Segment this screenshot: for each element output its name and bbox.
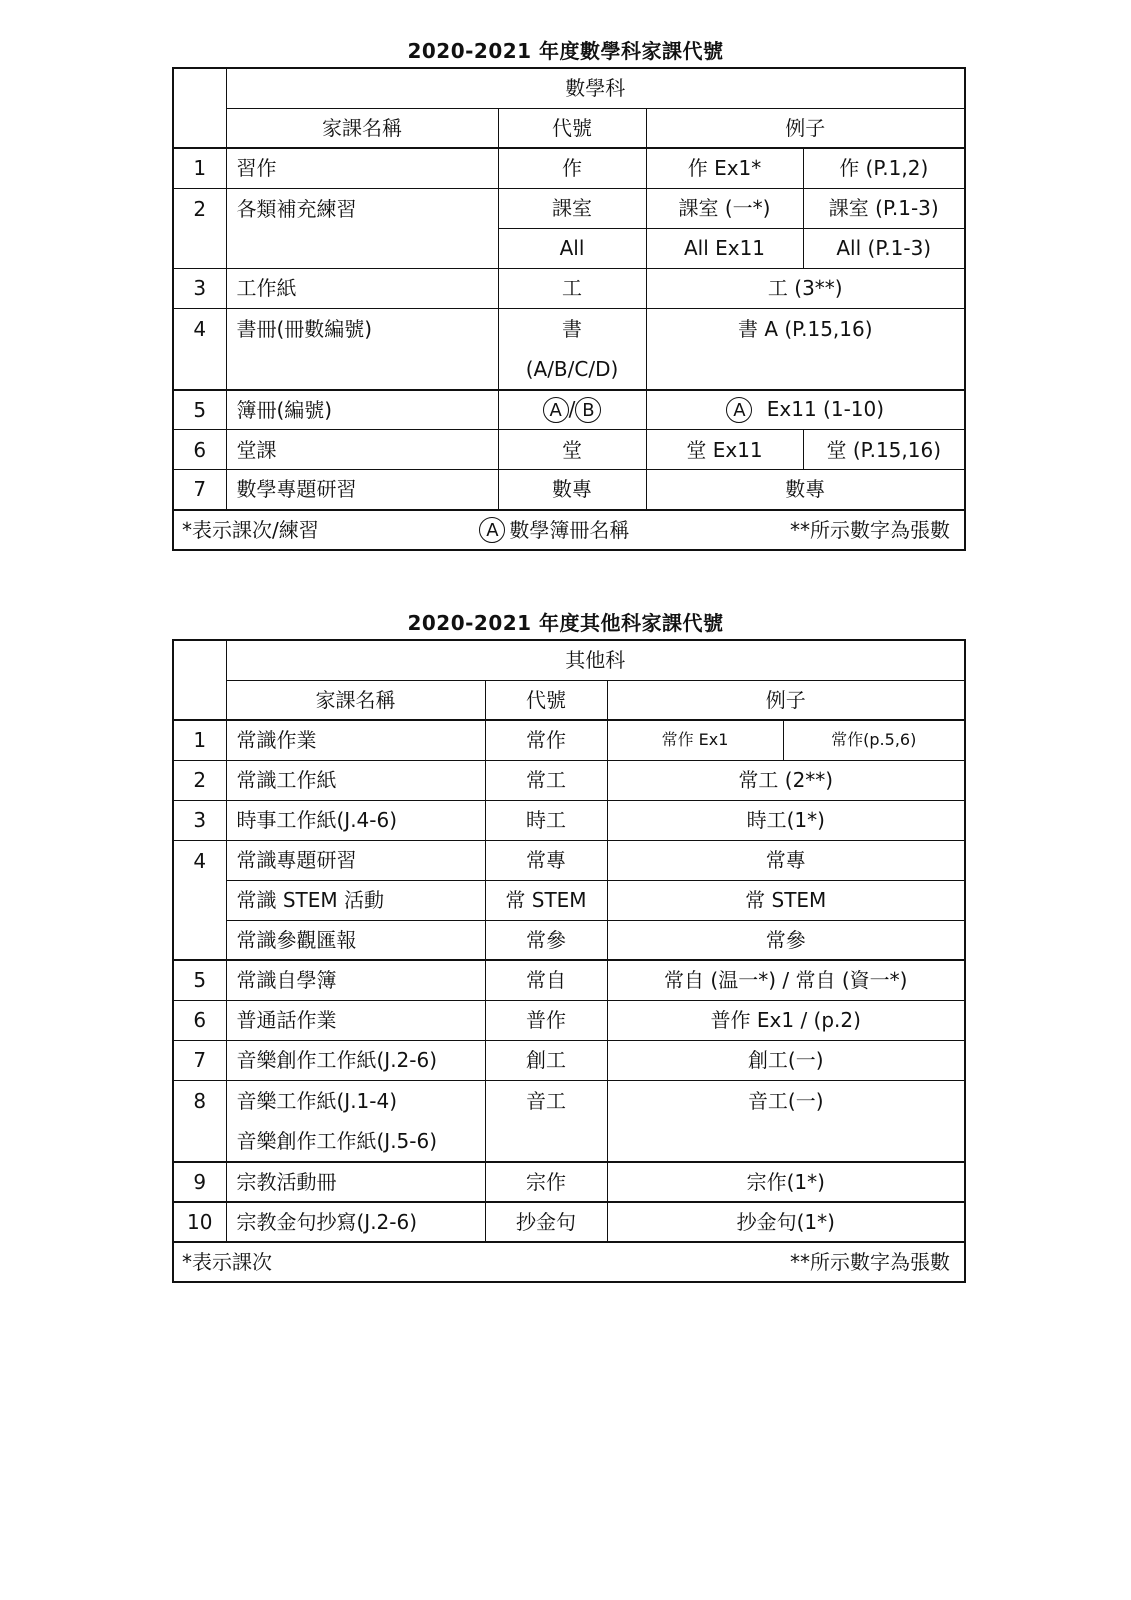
homework-name: 數學專題研習 — [226, 470, 498, 510]
row-number: 2 — [173, 760, 226, 800]
homework-name: 常識工作紙 — [226, 760, 485, 800]
row-number: 4 — [173, 308, 226, 390]
homework-code — [498, 308, 646, 390]
footnote-row — [173, 510, 965, 550]
table-row — [173, 720, 965, 760]
row-number: 7 — [173, 470, 226, 510]
homework-code: 普作 — [485, 1000, 607, 1040]
circle-b-icon: B — [575, 397, 601, 423]
footnote-mid: 數學簿冊名稱 — [509, 517, 630, 542]
homework-code: 音工 — [485, 1080, 607, 1162]
example: 工 (3**) — [646, 268, 965, 308]
code-line-2: (A/B/C/D) — [525, 356, 619, 381]
homework-code: 常 STEM — [485, 880, 607, 920]
example: 時工(1*) — [607, 800, 965, 840]
example: 抄金句(1*) — [607, 1202, 965, 1242]
example-text: Ex11 (1-10) — [766, 396, 885, 421]
homework-code: 數專 — [498, 470, 646, 510]
example-2: 常作(p.5,6) — [783, 720, 965, 760]
example-1: 作 Ex1* — [646, 148, 803, 188]
homework-name: 書冊(冊數編號) — [226, 308, 498, 390]
homework-code: 創工 — [485, 1040, 607, 1080]
homework-code: 作 — [498, 148, 646, 188]
homework-code: 常自 — [485, 960, 607, 1000]
circle-a-icon: A — [479, 517, 505, 543]
table-row — [173, 960, 965, 1000]
homework-code: All — [498, 228, 646, 268]
table-row — [173, 1202, 965, 1242]
row-number: 6 — [173, 430, 226, 470]
footnote-left: *表示課次 — [182, 1249, 272, 1274]
row-number: 2 — [173, 188, 226, 268]
homework-name: 各類補充練習 — [226, 188, 498, 268]
header-code: 代號 — [498, 108, 646, 148]
circle-a-icon: A — [543, 397, 569, 423]
table-row — [173, 880, 965, 920]
name-line-1: 音樂工作紙(J.1-4) — [236, 1088, 398, 1113]
homework-code: 常專 — [485, 840, 607, 880]
example — [646, 390, 965, 430]
homework-name: 堂課 — [226, 430, 498, 470]
example-2: 課室 (P.1-3) — [803, 188, 965, 228]
example: 普作 Ex1 / (p.2) — [607, 1000, 965, 1040]
name-line-2: 音樂創作工作紙(J.5-6) — [236, 1128, 438, 1153]
row-number: 10 — [173, 1202, 226, 1242]
example: 書 A (P.15,16) — [646, 308, 965, 390]
table-row — [173, 148, 965, 188]
other-table-title: 2020-2021 年度其他科家課代號 — [407, 611, 724, 635]
example: 常工 (2**) — [607, 760, 965, 800]
table-row — [173, 920, 965, 960]
homework-name: 宗教金句抄寫(J.2-6) — [226, 1202, 485, 1242]
example: 常參 — [607, 920, 965, 960]
example: 音工(一) — [607, 1080, 965, 1162]
code-line-1: 書 — [562, 316, 582, 341]
table-row — [173, 1162, 965, 1202]
table-row — [173, 430, 965, 470]
homework-name: 音樂創作工作紙(J.2-6) — [226, 1040, 485, 1080]
example: 數專 — [646, 470, 965, 510]
header-code: 代號 — [485, 680, 607, 720]
row-number: 1 — [173, 148, 226, 188]
example: 常專 — [607, 840, 965, 880]
homework-name: 常識 STEM 活動 — [226, 880, 485, 920]
row-number: 7 — [173, 1040, 226, 1080]
homework-code: 工 — [498, 268, 646, 308]
table-row — [173, 308, 965, 390]
homework-name — [226, 1080, 485, 1162]
homework-name: 常識參觀匯報 — [226, 920, 485, 960]
example: 創工(一) — [607, 1040, 965, 1080]
example-2: 堂 (P.15,16) — [803, 430, 965, 470]
homework-name: 常識自學簿 — [226, 960, 485, 1000]
table-row — [173, 268, 965, 308]
header-name: 家課名稱 — [226, 108, 498, 148]
row-number: 8 — [173, 1080, 226, 1162]
table-row — [173, 800, 965, 840]
homework-name: 簿冊(編號) — [226, 390, 498, 430]
math-table-title: 2020-2021 年度數學科家課代號 — [407, 39, 724, 63]
row-number: 9 — [173, 1162, 226, 1202]
header-example: 例子 — [607, 680, 965, 720]
circle-a-icon: A — [726, 397, 752, 423]
slash: / — [568, 396, 576, 421]
homework-code: 宗作 — [485, 1162, 607, 1202]
footnote-row — [173, 1242, 965, 1282]
example-1: All Ex11 — [646, 228, 803, 268]
example-2: All (P.1-3) — [803, 228, 965, 268]
table-row — [173, 1080, 965, 1162]
footnote — [173, 1242, 965, 1282]
homework-name: 宗教活動冊 — [226, 1162, 485, 1202]
homework-name: 時事工作紙(J.4-6) — [226, 800, 485, 840]
header-example: 例子 — [646, 108, 965, 148]
homework-code — [498, 390, 646, 430]
row-number: 3 — [173, 800, 226, 840]
other-homework-table — [172, 639, 966, 1283]
homework-name: 習作 — [226, 148, 498, 188]
footnote-right: **所示數字為張數 — [790, 517, 950, 542]
row-number: 4 — [173, 840, 226, 960]
example-1: 堂 Ex11 — [646, 430, 803, 470]
subject-header: 其他科 — [226, 640, 965, 680]
row-number: 5 — [173, 960, 226, 1000]
homework-name: 常識作業 — [226, 720, 485, 760]
homework-code: 常作 — [485, 720, 607, 760]
table-row — [173, 390, 965, 430]
math-homework-table — [172, 67, 966, 551]
example-1: 常作 Ex1 — [607, 720, 783, 760]
table-row — [173, 1040, 965, 1080]
table-row — [173, 1000, 965, 1040]
homework-code: 課室 — [498, 188, 646, 228]
homework-code: 常工 — [485, 760, 607, 800]
homework-code: 常參 — [485, 920, 607, 960]
header-name: 家課名稱 — [226, 680, 485, 720]
homework-code: 堂 — [498, 430, 646, 470]
example: 宗作(1*) — [607, 1162, 965, 1202]
example-1: 課室 (一*) — [646, 188, 803, 228]
example: 常 STEM — [607, 880, 965, 920]
corner-cell — [173, 68, 226, 148]
table-row — [173, 760, 965, 800]
row-number: 3 — [173, 268, 226, 308]
footnote-left: *表示課次/練習 — [182, 517, 319, 542]
row-number: 1 — [173, 720, 226, 760]
homework-code: 時工 — [485, 800, 607, 840]
example: 常自 (温一*) / 常自 (資一*) — [607, 960, 965, 1000]
homework-name: 常識專題研習 — [226, 840, 485, 880]
table-row — [173, 840, 965, 880]
row-number: 5 — [173, 390, 226, 430]
homework-name: 工作紙 — [226, 268, 498, 308]
corner-cell — [173, 640, 226, 720]
table-row — [173, 188, 965, 228]
example-2: 作 (P.1,2) — [803, 148, 965, 188]
subject-header: 數學科 — [226, 68, 965, 108]
homework-name: 普通話作業 — [226, 1000, 485, 1040]
row-number: 6 — [173, 1000, 226, 1040]
footnote — [173, 510, 965, 550]
table-row — [173, 470, 965, 510]
footnote-right: **所示數字為張數 — [790, 1249, 950, 1274]
homework-code: 抄金句 — [485, 1202, 607, 1242]
